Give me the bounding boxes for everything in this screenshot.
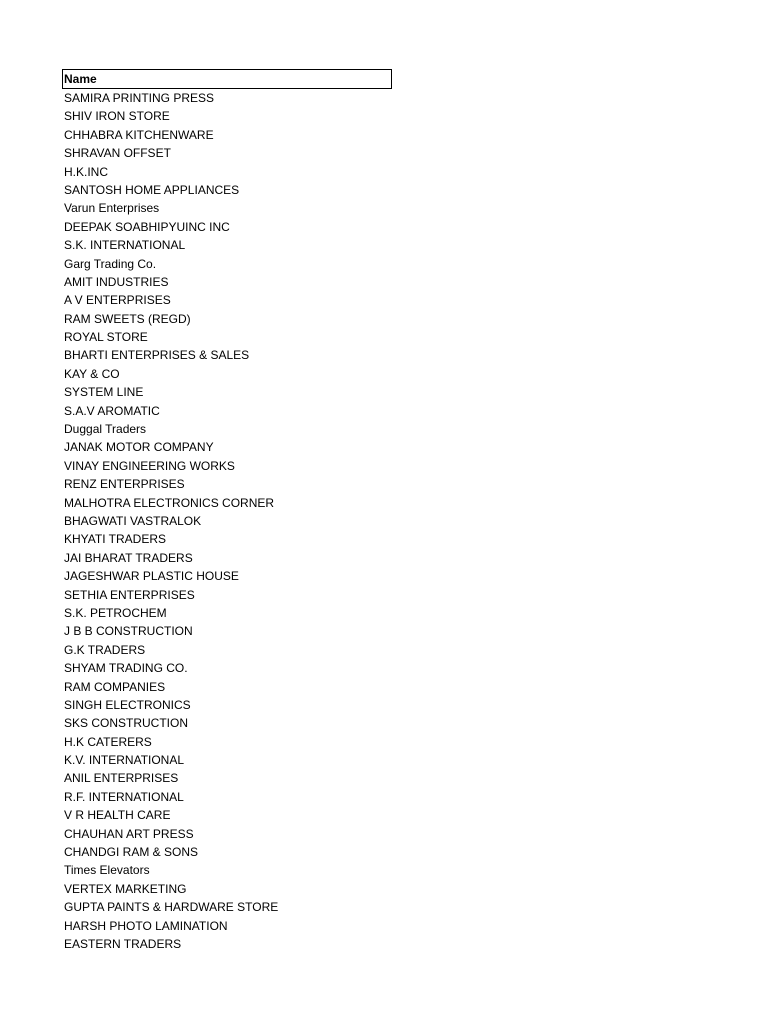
table-row: DEEPAK SOABHIPYUINC INC [64,219,230,234]
table-row: V R HEALTH CARE [64,808,171,823]
table-row: H.K.INC [64,164,109,179]
table-row: KAY & CO [64,366,120,381]
table-row: RAM SWEETS (REGD) [64,311,191,326]
table-row: EASTERN TRADERS [64,936,182,951]
table-row: S.A.V AROMATIC [64,403,160,418]
table-row: Duggal Traders [64,422,147,437]
table-row: ANIL ENTERPRISES [64,771,179,786]
table-row: MALHOTRA ELECTRONICS CORNER [64,495,275,510]
table-row: JANAK MOTOR COMPANY [64,440,214,455]
table-row: J B B CONSTRUCTION [64,624,193,639]
table-row: HARSH PHOTO LAMINATION [64,918,228,933]
table-row: RENZ ENTERPRISES [64,477,185,492]
table-row: R.F. INTERNATIONAL [64,789,184,804]
table-row: JAI BHARAT TRADERS [64,550,193,565]
table-row: BHAGWATI VASTRALOK [64,513,202,528]
table-row: RAM COMPANIES [64,679,166,694]
table-row: VERTEX MARKETING [64,881,187,896]
table-row: SETHIA ENTERPRISES [64,587,195,602]
table-row: Garg Trading Co. [64,256,157,271]
table-row: ROYAL STORE [64,330,148,345]
table-row: JAGESHWAR PLASTIC HOUSE [64,569,239,584]
table-row: Varun Enterprises [64,201,160,216]
table-row: Times Elevators [64,863,150,878]
table-row: AMIT INDUSTRIES [64,274,169,289]
table-row: BHARTI ENTERPRISES & SALES [64,348,250,363]
table-row: SANTOSH HOME APPLIANCES [64,182,240,197]
table-row: KHYATI TRADERS [64,532,167,547]
column-header-name: Name [62,69,392,89]
name-table [62,69,392,953]
table-row: SHYAM TRADING CO. [64,661,188,676]
table-row: CHAUHAN ART PRESS [64,826,194,841]
table-row: CHHABRA KITCHENWARE [64,127,214,142]
table-row: S.K. INTERNATIONAL [64,238,186,253]
name-list [62,89,392,953]
table-row: SYSTEM LINE [64,385,144,400]
table-row: VINAY ENGINEERING WORKS [64,458,235,473]
table-row: S.K. PETROCHEM [64,605,167,620]
table-row: SINGH ELECTRONICS [64,697,191,712]
table-row: GUPTA PAINTS & HARDWARE STORE [64,900,279,915]
table-row: SHIV IRON STORE [64,109,170,124]
table-row: H.K CATERERS [64,734,152,749]
table-row: G.K TRADERS [64,642,146,657]
table-row: CHANDGI RAM & SONS [64,845,199,860]
table-row: SAMIRA PRINTING PRESS [64,91,215,105]
table-row: SHRAVAN OFFSET [64,146,171,161]
table-row: K.V. INTERNATIONAL [64,753,185,768]
table-row: SKS CONSTRUCTION [64,716,189,731]
table-row: A V ENTERPRISES [64,293,171,308]
